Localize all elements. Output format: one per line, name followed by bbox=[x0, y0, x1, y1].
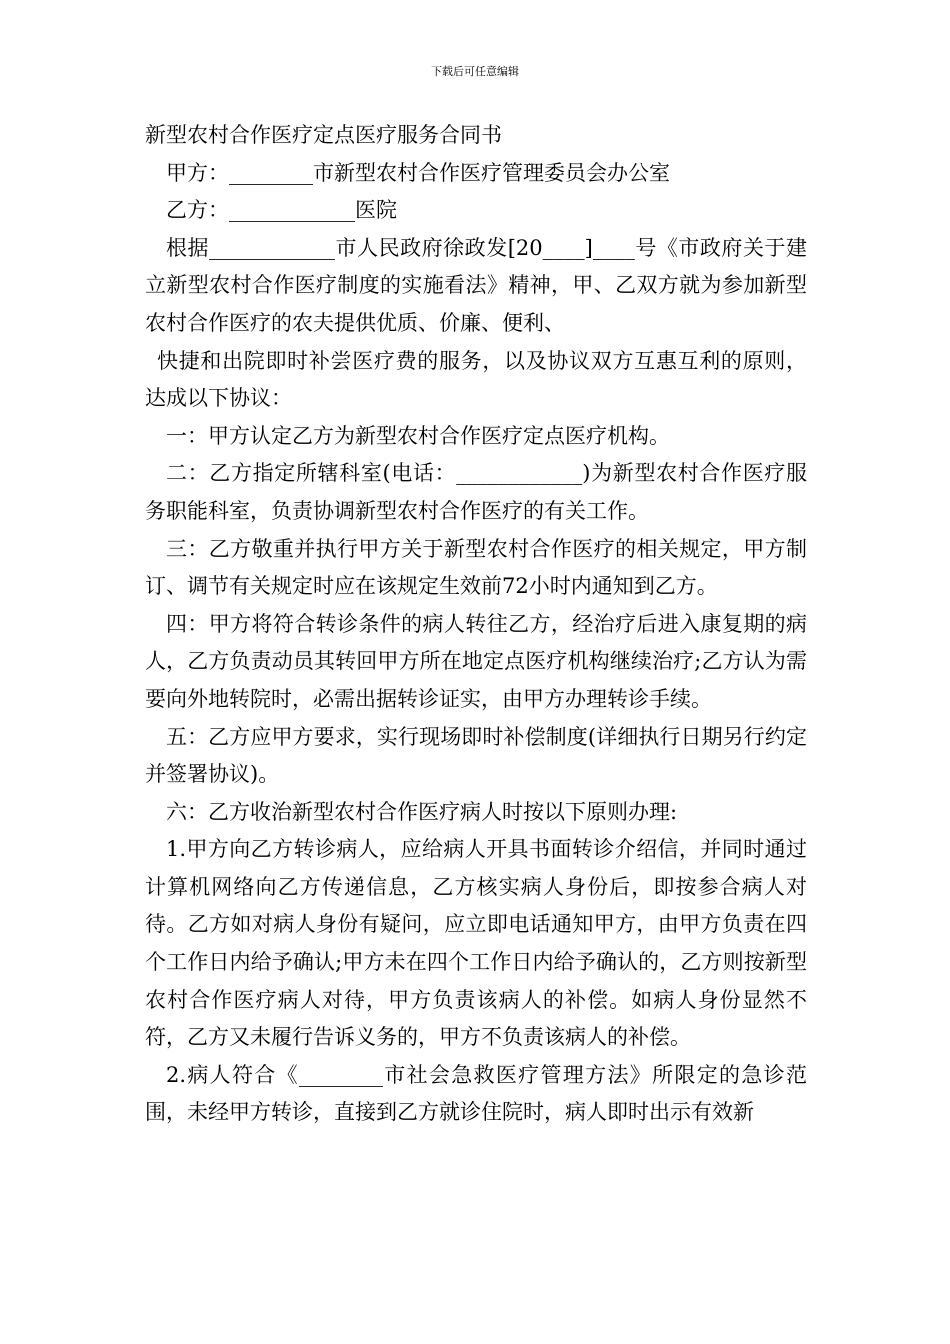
document-body bbox=[145, 117, 807, 1132]
party-b-line: 乙方：____________医院 bbox=[166, 198, 397, 223]
clause-1: 一：甲方认定乙方为新型农村合作医疗定点医疗机构。 bbox=[166, 423, 670, 448]
clause-6-item-1: 1.甲方向乙方转诊病人，应给病人开具书面转诊介绍信，并同时通过计算机网络向乙方传递信息，乙方核实病人身份后，即按参合病人对待。乙方如对病人身份有疑问，应立即电话通知甲方，由甲方负责在四个工作日内给予确认;甲方未在四个工作日内给予确认的，乙方则按新型农村合作医疗病人对待，甲方负责该病人的补偿。如病人身份显然不符，乙方又未履行告诉义务的，甲方不负责该病人的补偿。 bbox=[145, 837, 807, 1050]
clause-6: 六：乙方收治新型农村合作医疗病人时按以下原则办理: bbox=[166, 799, 678, 824]
clause-3: 三：乙方敬重并执行甲方关于新型农村合作医疗的相关规定，甲方制订、调节有关规定时应在该规定生效前72小时内通知到乙方。 bbox=[145, 536, 807, 599]
clause-4: 四：甲方将符合转诊条件的病人转往乙方，经治疗后进入康复期的病人，乙方负责动员其转回甲方所在地定点医疗机构继续治疗;乙方认为需要向外地转院时，必需出据转诊证实，由甲方办理转诊手续。 bbox=[145, 611, 807, 711]
paragraph-basis-continued: 快捷和出院即时补尝医疗费的服务，以及协议双方互惠互利的原则，达成以下协议： bbox=[145, 348, 807, 411]
header-note: 下载后可任意编辑 bbox=[431, 65, 519, 78]
paragraph-basis: 根据____________市人民政府徐政发[20____]____号《市政府关于建立新型农村合作医疗制度的实施看法》精神，甲、乙双方就为参加新型农村合作医疗的农夫提供优质、价廉、便利、 bbox=[145, 235, 807, 335]
clause-5: 五：乙方应甲方要求，实行现场即时补偿制度(详细执行日期另行约定并签署协议)。 bbox=[145, 724, 807, 787]
party-a-line: 甲方：________市新型农村合作医疗管理委员会办公室 bbox=[166, 160, 670, 185]
document-title: 新型农村合作医疗定点医疗服务合同书 bbox=[145, 123, 502, 147]
clause-2: 二：乙方指定所辖科室(电话：____________)为新型农村合作医疗服务职能科室，负责协调新型农村合作医疗的有关工作。 bbox=[145, 461, 807, 523]
clause-6-item-2: 2.病人符合《________市社会急救医疗管理方法》所限定的急诊范围，未经甲方转诊，直接到乙方就诊住院时，病人即时出示有效新 bbox=[145, 1062, 807, 1125]
